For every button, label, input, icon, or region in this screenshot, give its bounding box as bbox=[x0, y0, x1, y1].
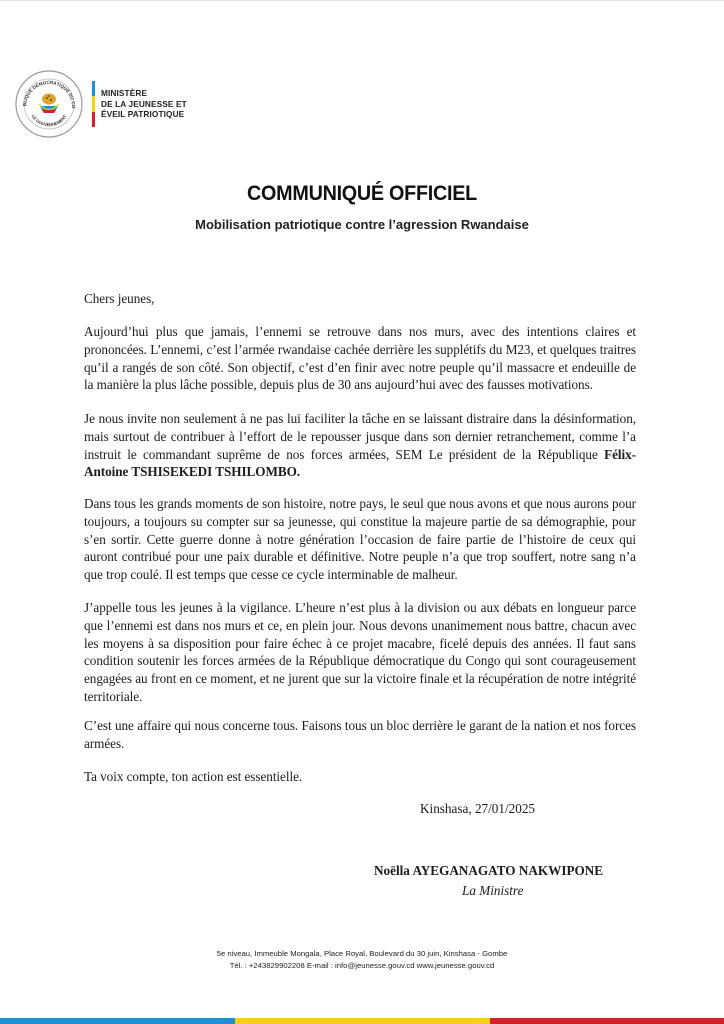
drc-government-seal-icon bbox=[14, 69, 84, 139]
paragraph-4: J’appelle tous les jeunes à la vigilance. L’heure n’est plus à la division ou aux débats en longueur parce que l’ennemi est dans nos murs et ce, en plein jour. Nous devons unanimement nous battre, chacun avec les moyens à sa disposition pour faire échec à ce projet macabre, ficelé depuis des années. Il faut sans condition soutenir les forces armées de la République démocratique du Congo qui sont courageusement engagées au front en ce moment, et ne jurent que sur la victoire finale et la récupération de notre intégrité territoriale. bbox=[84, 600, 636, 704]
flag-color-bar bbox=[0, 1018, 724, 1024]
paragraph-2-text: Je nous invite non seulement à ne pas lui faciliter la tâche en se laissant distraire dans la désinformation, mais surtout de contribuer à l’effort de le repousser jusque dans son dernier retranchement, comme l’a instruit le commandant suprême de nos forces armées, SEM Le président de la République bbox=[84, 411, 636, 462]
signatory-title: La Ministre bbox=[462, 883, 524, 898]
document-title: COMMUNIQUÉ OFFICIEL bbox=[247, 181, 477, 205]
seal-text-top: BLIQUE DÉMOCRATIQUE DU CO bbox=[21, 79, 77, 109]
seal-text-bottom: LE GOUVERNEMENT bbox=[30, 113, 68, 128]
flag-divider bbox=[92, 81, 95, 127]
footer-address: 5e niveau, Immeuble Mongala, Place Royal, Boulevard du 30 juin, Kinshasa - Gombe bbox=[216, 949, 508, 958]
footer bbox=[0, 948, 724, 971]
ministry-line: DE LA JEUNESSE ET bbox=[101, 98, 187, 109]
ministry-line: ÉVEIL PATRIOTIQUE bbox=[101, 109, 185, 120]
president-name: Félix-Antoine TSHISEKEDI TSHILOMBO. bbox=[84, 446, 636, 480]
paragraph-2 bbox=[84, 410, 636, 481]
paragraph-5: C’est une affaire qui nous concerne tous. Faisons tous un bloc derrière le garant de la nation et nos forces armées. bbox=[84, 718, 636, 751]
signatory-name: Noëlla AYEGANAGATO NAKWIPONE bbox=[374, 863, 604, 878]
ministry-line: MINISTÈRE bbox=[101, 88, 148, 99]
ministry-name bbox=[101, 88, 187, 119]
document-subtitle: Mobilisation patriotique contre l’agression Rwandaise bbox=[195, 217, 529, 232]
date-line: Kinshasa, 27/01/2025 bbox=[420, 801, 536, 816]
paragraph-1: Aujourd’hui plus que jamais, l’ennemi se retrouve dans nos murs, avec des intentions claires et prononcées. L’ennemi, c’est l’armée rwandaise cachée derrière les supplétifs du M23, et quelques traitres qu’il a rangés de son côté. Son objectif, c’est d’en finir avec notre peuple qu’il massacre et endeuille de la manière la plus lâche possible, depuis plus de 30 ans aujourd’hui avec des fausses motivations. bbox=[84, 324, 636, 393]
paragraph-6: Ta voix compte, ton action est essentielle. bbox=[84, 769, 303, 784]
paragraph-3: Dans tous les grands moments de son histoire, notre pays, le seul que nous avons et que nous aurons pour toujours, a toujours su compter sur sa jeunesse, qui constitue la majeure partie de sa démographie, pour s’en sortir. Cette guerre donne à notre génération l’occasion de faire partie de l’histoire de ceux qui auront contribué pour une paix durable et définitive. Notre peuple n’a que trop souffert, notre sang n’a que trop coulé. Il est temps que cesse ce cycle interminable de malheur. bbox=[84, 496, 636, 583]
footer-contact: Tél. : +243829902208 E-mail : info@jeunesse.gouv.cd www.jeunesse.gouv.cd bbox=[229, 960, 495, 970]
greeting: Chers jeunes, bbox=[84, 291, 155, 306]
letterhead bbox=[14, 67, 187, 141]
